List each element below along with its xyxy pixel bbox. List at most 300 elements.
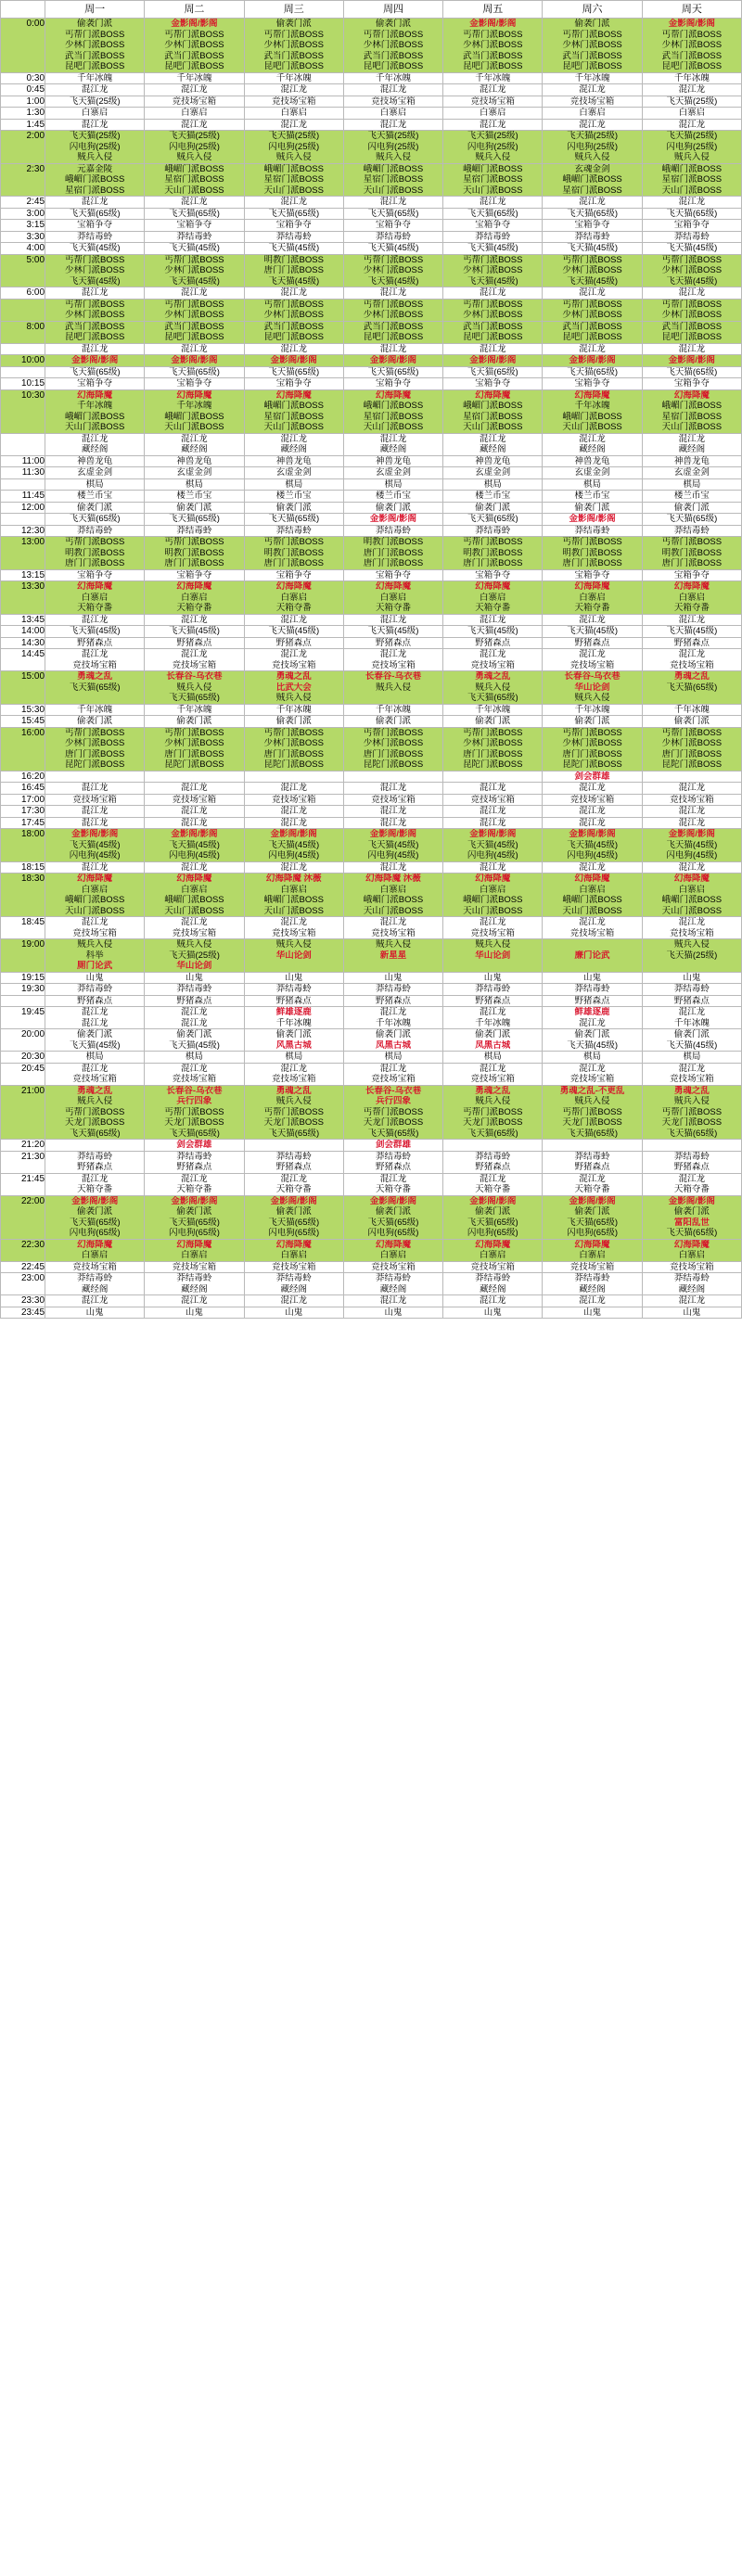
schedule-cell[interactable] (145, 208, 244, 220)
schedule-cell[interactable] (244, 433, 343, 455)
schedule-cell[interactable] (244, 972, 343, 984)
schedule-cell[interactable] (443, 995, 543, 1007)
schedule-cell[interactable] (244, 1052, 343, 1064)
schedule-cell[interactable] (244, 1239, 343, 1261)
schedule-cell[interactable] (642, 389, 741, 433)
schedule-cell[interactable] (642, 119, 741, 131)
schedule-cell[interactable] (244, 197, 343, 209)
schedule-cell[interactable] (45, 1029, 145, 1052)
schedule-cell[interactable] (244, 939, 343, 973)
schedule-cell[interactable] (343, 220, 442, 232)
schedule-cell[interactable] (343, 108, 442, 120)
schedule-cell[interactable] (145, 287, 244, 300)
schedule-cell[interactable] (443, 861, 543, 874)
schedule-cell[interactable] (45, 704, 145, 716)
schedule-cell[interactable] (343, 467, 442, 479)
schedule-cell[interactable] (642, 874, 741, 917)
schedule-cell[interactable] (244, 727, 343, 771)
schedule-cell[interactable] (642, 72, 741, 84)
schedule-cell[interactable] (443, 231, 543, 243)
schedule-cell[interactable] (343, 254, 442, 287)
schedule-cell[interactable] (543, 1151, 642, 1173)
schedule-cell[interactable] (543, 299, 642, 321)
schedule-cell[interactable] (543, 1239, 642, 1261)
schedule-cell[interactable] (443, 1052, 543, 1064)
schedule-cell[interactable] (642, 771, 741, 783)
schedule-cell[interactable] (45, 727, 145, 771)
schedule-cell[interactable] (642, 254, 741, 287)
schedule-cell[interactable] (145, 569, 244, 581)
schedule-cell[interactable] (145, 378, 244, 390)
schedule-cell[interactable] (45, 378, 145, 390)
schedule-cell[interactable] (343, 378, 442, 390)
schedule-cell[interactable] (443, 783, 543, 795)
schedule-cell[interactable] (244, 502, 343, 514)
schedule-cell[interactable] (145, 581, 244, 615)
schedule-cell[interactable] (343, 569, 442, 581)
schedule-cell[interactable] (642, 378, 741, 390)
schedule-cell[interactable] (642, 163, 741, 197)
schedule-cell[interactable] (443, 321, 543, 343)
schedule-cell[interactable] (443, 108, 543, 120)
schedule-cell[interactable] (543, 72, 642, 84)
schedule-cell[interactable] (145, 1273, 244, 1295)
schedule-cell[interactable] (443, 243, 543, 255)
schedule-cell[interactable] (343, 355, 442, 367)
schedule-cell[interactable] (343, 704, 442, 716)
schedule-cell[interactable] (443, 502, 543, 514)
schedule-cell[interactable] (443, 455, 543, 467)
schedule-cell[interactable] (145, 525, 244, 537)
schedule-cell[interactable] (443, 433, 543, 455)
schedule-cell[interactable] (543, 1273, 642, 1295)
schedule-cell[interactable] (45, 231, 145, 243)
schedule-cell[interactable] (343, 537, 442, 570)
schedule-cell[interactable] (244, 704, 343, 716)
schedule-cell[interactable] (343, 1295, 442, 1307)
schedule-cell[interactable] (443, 1140, 543, 1152)
schedule-cell[interactable] (45, 806, 145, 818)
schedule-cell[interactable] (45, 119, 145, 131)
schedule-cell[interactable] (244, 254, 343, 287)
schedule-cell[interactable] (343, 163, 442, 197)
schedule-cell[interactable] (244, 537, 343, 570)
schedule-cell[interactable] (244, 119, 343, 131)
schedule-cell[interactable] (343, 1151, 442, 1173)
schedule-cell[interactable] (45, 1007, 145, 1029)
schedule-cell[interactable] (642, 491, 741, 503)
schedule-cell[interactable] (45, 649, 145, 671)
schedule-cell[interactable] (543, 1307, 642, 1319)
schedule-cell[interactable] (343, 321, 442, 343)
schedule-cell[interactable] (45, 1295, 145, 1307)
schedule-cell[interactable] (642, 1173, 741, 1195)
schedule-cell[interactable] (45, 355, 145, 367)
schedule-cell[interactable] (543, 1261, 642, 1273)
schedule-cell[interactable] (45, 84, 145, 96)
schedule-cell[interactable] (343, 649, 442, 671)
schedule-cell[interactable] (642, 794, 741, 806)
schedule-cell[interactable] (45, 671, 145, 705)
schedule-cell[interactable] (45, 614, 145, 626)
schedule-cell[interactable] (145, 727, 244, 771)
schedule-cell[interactable] (642, 727, 741, 771)
schedule-cell[interactable] (45, 874, 145, 917)
schedule-cell[interactable] (45, 569, 145, 581)
schedule-cell[interactable] (45, 163, 145, 197)
schedule-cell[interactable] (343, 208, 442, 220)
schedule-cell[interactable] (244, 96, 343, 108)
schedule-cell[interactable] (45, 72, 145, 84)
schedule-cell[interactable] (343, 243, 442, 255)
schedule-cell[interactable] (642, 704, 741, 716)
schedule-cell[interactable] (443, 84, 543, 96)
schedule-cell[interactable] (543, 704, 642, 716)
schedule-cell[interactable] (145, 917, 244, 939)
schedule-cell[interactable] (543, 287, 642, 300)
schedule-cell[interactable] (543, 163, 642, 197)
schedule-cell[interactable] (543, 1140, 642, 1152)
schedule-cell[interactable] (45, 581, 145, 615)
schedule-cell[interactable] (343, 502, 442, 514)
schedule-cell[interactable] (45, 829, 145, 862)
schedule-cell[interactable] (145, 614, 244, 626)
schedule-cell[interactable] (642, 1140, 741, 1152)
schedule-cell[interactable] (244, 131, 343, 164)
schedule-cell[interactable] (543, 817, 642, 829)
schedule-cell[interactable] (45, 984, 145, 996)
schedule-cell[interactable] (443, 939, 543, 973)
schedule-cell[interactable] (244, 287, 343, 300)
schedule-cell[interactable] (642, 581, 741, 615)
schedule-cell[interactable] (45, 220, 145, 232)
schedule-cell[interactable] (642, 1052, 741, 1064)
schedule-cell[interactable] (145, 806, 244, 818)
schedule-cell[interactable] (642, 243, 741, 255)
schedule-cell[interactable] (244, 478, 343, 491)
schedule-cell[interactable] (343, 614, 442, 626)
schedule-cell[interactable] (244, 874, 343, 917)
schedule-cell[interactable] (543, 671, 642, 705)
schedule-cell[interactable] (145, 343, 244, 355)
schedule-cell[interactable] (642, 231, 741, 243)
schedule-cell[interactable] (244, 19, 343, 73)
schedule-cell[interactable] (642, 355, 741, 367)
schedule-cell[interactable] (145, 704, 244, 716)
schedule-cell[interactable] (443, 514, 543, 526)
schedule-cell[interactable] (443, 355, 543, 367)
schedule-cell[interactable] (642, 939, 741, 973)
schedule-cell[interactable] (443, 817, 543, 829)
schedule-cell[interactable] (343, 829, 442, 862)
schedule-cell[interactable] (145, 716, 244, 728)
schedule-cell[interactable] (145, 1085, 244, 1140)
schedule-cell[interactable] (543, 995, 642, 1007)
schedule-cell[interactable] (443, 343, 543, 355)
schedule-cell[interactable] (443, 478, 543, 491)
schedule-cell[interactable] (45, 1273, 145, 1295)
schedule-cell[interactable] (145, 626, 244, 638)
schedule-cell[interactable] (543, 355, 642, 367)
schedule-cell[interactable] (244, 581, 343, 615)
schedule-cell[interactable] (343, 525, 442, 537)
schedule-cell[interactable] (443, 1239, 543, 1261)
schedule-cell[interactable] (343, 1307, 442, 1319)
schedule-cell[interactable] (145, 817, 244, 829)
schedule-cell[interactable] (343, 96, 442, 108)
schedule-cell[interactable] (642, 783, 741, 795)
schedule-cell[interactable] (244, 1173, 343, 1195)
schedule-cell[interactable] (145, 1307, 244, 1319)
schedule-cell[interactable] (145, 321, 244, 343)
schedule-cell[interactable] (642, 1273, 741, 1295)
schedule-cell[interactable] (45, 783, 145, 795)
schedule-cell[interactable] (642, 84, 741, 96)
schedule-cell[interactable] (343, 514, 442, 526)
schedule-cell[interactable] (343, 637, 442, 649)
schedule-cell[interactable] (642, 626, 741, 638)
schedule-cell[interactable] (443, 972, 543, 984)
schedule-cell[interactable] (343, 984, 442, 996)
schedule-cell[interactable] (543, 874, 642, 917)
schedule-cell[interactable] (343, 1029, 442, 1052)
schedule-cell[interactable] (145, 1029, 244, 1052)
schedule-cell[interactable] (443, 1307, 543, 1319)
schedule-cell[interactable] (45, 96, 145, 108)
schedule-cell[interactable] (244, 378, 343, 390)
schedule-cell[interactable] (244, 995, 343, 1007)
schedule-cell[interactable] (244, 321, 343, 343)
schedule-cell[interactable] (443, 19, 543, 73)
schedule-cell[interactable] (642, 917, 741, 939)
schedule-cell[interactable] (343, 939, 442, 973)
schedule-cell[interactable] (343, 972, 442, 984)
schedule-cell[interactable] (145, 433, 244, 455)
schedule-cell[interactable] (45, 1195, 145, 1239)
schedule-cell[interactable] (45, 491, 145, 503)
schedule-cell[interactable] (642, 197, 741, 209)
schedule-cell[interactable] (45, 321, 145, 343)
schedule-cell[interactable] (45, 478, 145, 491)
schedule-cell[interactable] (543, 389, 642, 433)
schedule-cell[interactable] (642, 1007, 741, 1029)
schedule-cell[interactable] (244, 829, 343, 862)
schedule-cell[interactable] (443, 1063, 543, 1085)
schedule-cell[interactable] (543, 478, 642, 491)
schedule-cell[interactable] (244, 861, 343, 874)
schedule-cell[interactable] (343, 366, 442, 378)
schedule-cell[interactable] (543, 433, 642, 455)
schedule-cell[interactable] (145, 671, 244, 705)
schedule-cell[interactable] (145, 514, 244, 526)
schedule-cell[interactable] (343, 231, 442, 243)
schedule-cell[interactable] (443, 984, 543, 996)
schedule-cell[interactable] (543, 939, 642, 973)
schedule-cell[interactable] (642, 649, 741, 671)
schedule-cell[interactable] (244, 231, 343, 243)
schedule-cell[interactable] (343, 727, 442, 771)
schedule-cell[interactable] (343, 389, 442, 433)
schedule-cell[interactable] (543, 771, 642, 783)
schedule-cell[interactable] (343, 995, 442, 1007)
schedule-cell[interactable] (642, 525, 741, 537)
schedule-cell[interactable] (244, 72, 343, 84)
schedule-cell[interactable] (45, 771, 145, 783)
schedule-cell[interactable] (543, 514, 642, 526)
schedule-cell[interactable] (642, 287, 741, 300)
schedule-cell[interactable] (45, 208, 145, 220)
schedule-cell[interactable] (343, 1239, 442, 1261)
schedule-cell[interactable] (543, 537, 642, 570)
schedule-cell[interactable] (244, 1307, 343, 1319)
schedule-cell[interactable] (145, 19, 244, 73)
schedule-cell[interactable] (343, 1140, 442, 1152)
schedule-cell[interactable] (145, 491, 244, 503)
schedule-cell[interactable] (244, 569, 343, 581)
schedule-cell[interactable] (244, 343, 343, 355)
schedule-cell[interactable] (244, 1140, 343, 1152)
schedule-cell[interactable] (343, 794, 442, 806)
schedule-cell[interactable] (642, 806, 741, 818)
schedule-cell[interactable] (443, 1151, 543, 1173)
schedule-cell[interactable] (543, 783, 642, 795)
schedule-cell[interactable] (543, 467, 642, 479)
schedule-cell[interactable] (145, 231, 244, 243)
schedule-cell[interactable] (543, 321, 642, 343)
schedule-cell[interactable] (642, 366, 741, 378)
schedule-cell[interactable] (642, 817, 741, 829)
schedule-cell[interactable] (642, 467, 741, 479)
schedule-cell[interactable] (443, 131, 543, 164)
schedule-cell[interactable] (145, 972, 244, 984)
schedule-cell[interactable] (343, 861, 442, 874)
schedule-cell[interactable] (543, 208, 642, 220)
schedule-cell[interactable] (642, 1307, 741, 1319)
schedule-cell[interactable] (343, 1261, 442, 1273)
schedule-cell[interactable] (145, 467, 244, 479)
schedule-cell[interactable] (145, 939, 244, 973)
schedule-cell[interactable] (642, 984, 741, 996)
schedule-cell[interactable] (343, 1063, 442, 1085)
schedule-cell[interactable] (244, 208, 343, 220)
schedule-cell[interactable] (443, 917, 543, 939)
schedule-cell[interactable] (45, 455, 145, 467)
schedule-cell[interactable] (244, 649, 343, 671)
schedule-cell[interactable] (543, 197, 642, 209)
schedule-cell[interactable] (642, 1239, 741, 1261)
schedule-cell[interactable] (642, 1151, 741, 1173)
schedule-cell[interactable] (244, 299, 343, 321)
schedule-cell[interactable] (343, 343, 442, 355)
schedule-cell[interactable] (343, 917, 442, 939)
schedule-cell[interactable] (443, 829, 543, 862)
schedule-cell[interactable] (45, 287, 145, 300)
schedule-cell[interactable] (145, 1052, 244, 1064)
schedule-cell[interactable] (145, 72, 244, 84)
schedule-cell[interactable] (45, 1239, 145, 1261)
schedule-cell[interactable] (543, 972, 642, 984)
schedule-cell[interactable] (244, 491, 343, 503)
schedule-cell[interactable] (642, 1063, 741, 1085)
schedule-cell[interactable] (145, 163, 244, 197)
schedule-cell[interactable] (244, 1195, 343, 1239)
schedule-cell[interactable] (45, 243, 145, 255)
schedule-cell[interactable] (244, 1063, 343, 1085)
schedule-cell[interactable] (543, 614, 642, 626)
schedule-cell[interactable] (543, 525, 642, 537)
schedule-cell[interactable] (343, 19, 442, 73)
schedule-cell[interactable] (642, 19, 741, 73)
schedule-cell[interactable] (45, 917, 145, 939)
schedule-cell[interactable] (443, 626, 543, 638)
schedule-cell[interactable] (45, 537, 145, 570)
schedule-cell[interactable] (343, 455, 442, 467)
schedule-cell[interactable] (45, 467, 145, 479)
schedule-cell[interactable] (45, 861, 145, 874)
schedule-cell[interactable] (642, 614, 741, 626)
schedule-cell[interactable] (244, 1029, 343, 1052)
schedule-cell[interactable] (443, 389, 543, 433)
schedule-cell[interactable] (45, 19, 145, 73)
schedule-cell[interactable] (642, 1029, 741, 1052)
schedule-cell[interactable] (244, 771, 343, 783)
schedule-cell[interactable] (145, 299, 244, 321)
schedule-cell[interactable] (543, 569, 642, 581)
schedule-cell[interactable] (543, 861, 642, 874)
schedule-cell[interactable] (543, 1295, 642, 1307)
schedule-cell[interactable] (45, 972, 145, 984)
schedule-cell[interactable] (642, 1085, 741, 1140)
schedule-cell[interactable] (45, 131, 145, 164)
schedule-cell[interactable] (145, 794, 244, 806)
schedule-cell[interactable] (244, 626, 343, 638)
schedule-cell[interactable] (343, 1007, 442, 1029)
schedule-cell[interactable] (443, 366, 543, 378)
schedule-cell[interactable] (244, 84, 343, 96)
schedule-cell[interactable] (443, 72, 543, 84)
schedule-cell[interactable] (145, 389, 244, 433)
schedule-cell[interactable] (443, 716, 543, 728)
schedule-cell[interactable] (145, 355, 244, 367)
schedule-cell[interactable] (543, 626, 642, 638)
schedule-cell[interactable] (443, 467, 543, 479)
schedule-cell[interactable] (45, 1052, 145, 1064)
schedule-cell[interactable] (543, 119, 642, 131)
schedule-cell[interactable] (642, 671, 741, 705)
schedule-cell[interactable] (443, 1195, 543, 1239)
schedule-cell[interactable] (443, 1261, 543, 1273)
schedule-cell[interactable] (145, 829, 244, 862)
schedule-cell[interactable] (45, 794, 145, 806)
schedule-cell[interactable] (443, 569, 543, 581)
schedule-cell[interactable] (642, 1295, 741, 1307)
schedule-cell[interactable] (145, 254, 244, 287)
schedule-cell[interactable] (642, 343, 741, 355)
schedule-cell[interactable] (343, 874, 442, 917)
schedule-cell[interactable] (543, 96, 642, 108)
schedule-cell[interactable] (45, 343, 145, 355)
schedule-cell[interactable] (543, 581, 642, 615)
schedule-cell[interactable] (45, 254, 145, 287)
schedule-cell[interactable] (145, 995, 244, 1007)
schedule-cell[interactable] (45, 433, 145, 455)
schedule-cell[interactable] (145, 1173, 244, 1195)
schedule-cell[interactable] (443, 671, 543, 705)
schedule-cell[interactable] (45, 299, 145, 321)
schedule-cell[interactable] (343, 491, 442, 503)
schedule-cell[interactable] (343, 771, 442, 783)
schedule-cell[interactable] (642, 502, 741, 514)
